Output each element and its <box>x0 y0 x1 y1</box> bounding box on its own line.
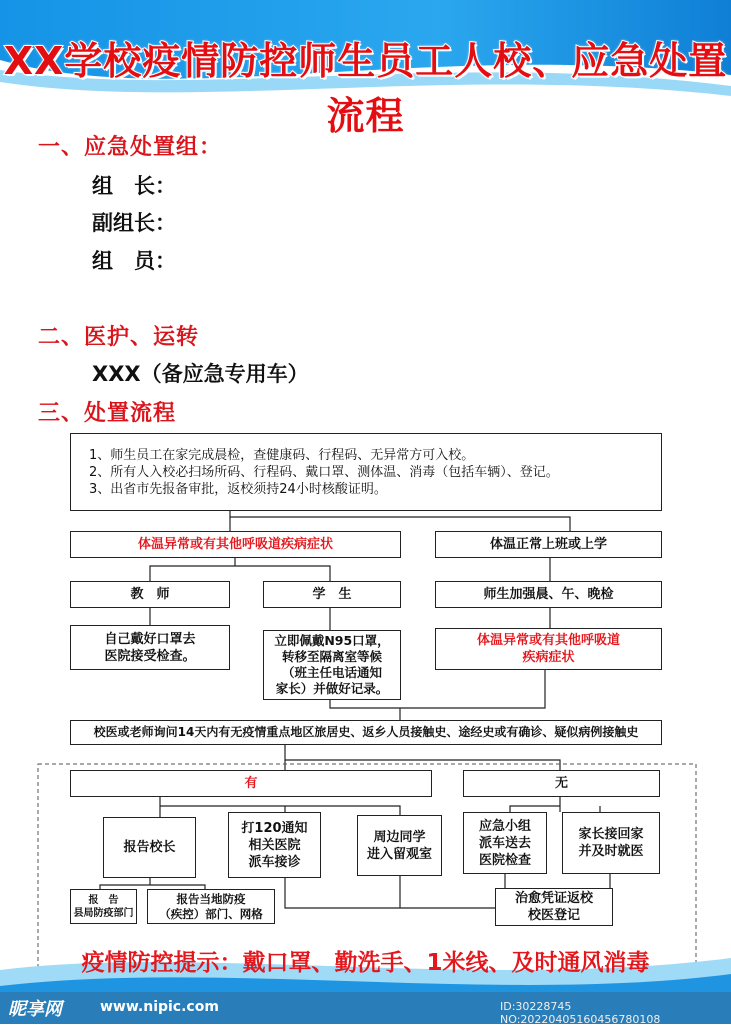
intro-rule-2: 2、所有人入校必扫场所码、行程码、戴口罩、测体温、消毒（包括车辆）、登记。 <box>89 464 559 480</box>
role-member: 组 员： <box>92 249 176 273</box>
emergency-vehicle: XXX（备应急专用车） <box>92 362 309 386</box>
intro-rule-3: 3、出省市先报备审批，返校须持24小时核酸证明。 <box>89 481 387 497</box>
classmates-observation-box <box>357 815 442 876</box>
report-local-box <box>147 889 275 924</box>
recovered-return-box <box>495 888 613 926</box>
normal-temperature-box: 体温正常上班或上学 <box>435 531 662 558</box>
call120-line2: 相关医院 <box>248 837 301 853</box>
no-box: 无 <box>463 770 660 797</box>
student-action-box <box>263 630 401 700</box>
team-send-line2: 派车送去 <box>478 835 531 851</box>
parents-line2: 并及时就医 <box>578 844 644 859</box>
abnormal2-line1: 体温异常或有其他呼吸道 <box>476 633 620 648</box>
section1-heading: 一、应急处置组： <box>38 135 223 160</box>
watermark-bar <box>0 992 731 1024</box>
recovered-line2: 校医登记 <box>527 908 580 923</box>
call120-line1: 打120通知 <box>241 820 308 836</box>
classmates-line2: 进入留观室 <box>366 846 432 862</box>
role-leader: 组 长： <box>92 174 176 198</box>
role-deputy-leader: 副组长： <box>92 211 176 235</box>
inquiry-box: 校医或老师询问14天内有无疫情重点地区旅居史、返乡人员接触史、途经史或有确诊、疑似病例接触史 <box>70 720 662 745</box>
intro-rules-box <box>70 433 662 511</box>
teacher-action-line1: 自己戴好口罩去 <box>104 631 196 647</box>
section2-heading: 二、医护、运转 <box>38 325 200 350</box>
team-send-line3: 医院检查 <box>478 852 531 868</box>
abnormal2-line2: 疾病症状 <box>522 650 575 665</box>
recovered-line1: 治愈凭证返校 <box>514 891 593 906</box>
checks-box: 师生加强晨、午、晚检 <box>435 581 662 608</box>
abnormal-symptoms-box: 体温异常或有其他呼吸道疾病症状 <box>70 531 401 558</box>
teacher-action-box <box>70 625 230 670</box>
report-bureau-box <box>70 889 137 924</box>
team-send-box <box>463 812 547 874</box>
prevention-tip: 疫情防控提示：戴口罩、勤洗手、1米线、及时通风消毒 <box>81 950 650 976</box>
report-bureau-line2: 县局防疫部门 <box>73 907 134 919</box>
report-local-line2: （疾控）部门、网格 <box>159 906 263 921</box>
call120-line3: 派车接诊 <box>248 854 301 870</box>
yes-box: 有 <box>70 770 432 797</box>
team-send-line1: 应急小组 <box>478 818 531 834</box>
student-box: 学 生 <box>263 581 401 608</box>
parents-line1: 家长接回家 <box>578 827 644 842</box>
report-principal-box: 报告校长 <box>103 817 196 878</box>
report-bureau-line1: 报 告 <box>88 894 119 906</box>
classmates-line1: 周边同学 <box>373 829 426 845</box>
teacher-action-line2: 医院接受检查。 <box>104 648 196 664</box>
section3-heading: 三、处置流程 <box>38 401 177 426</box>
abnormal-symptoms-box-2 <box>435 628 662 670</box>
parents-pickup-box <box>562 812 660 874</box>
call-120-box <box>228 812 321 878</box>
teacher-box: 教 师 <box>70 581 230 608</box>
student-action-line3: （班主任电话通知 <box>281 665 382 680</box>
student-action-line2: 转移至隔离室等候 <box>281 649 382 664</box>
watermark-url: www.nipic.com <box>100 999 219 1015</box>
watermark-id: ID:30228745 NO:20220405160456780108 <box>500 1000 661 1026</box>
watermark-logo: 昵享网 <box>8 999 62 1020</box>
student-action-line1: 立即佩戴N95口罩， <box>274 633 390 648</box>
page-title: XX学校疫情防控师生员工人校、应急处置流程 <box>3 39 728 138</box>
intro-rule-1: 1、师生员工在家完成晨检，查健康码、行程码、无异常方可入校。 <box>89 447 475 463</box>
report-local-line1: 报告当地防疫 <box>176 891 246 906</box>
student-action-line4: 家长）并做好记录。 <box>275 681 389 696</box>
